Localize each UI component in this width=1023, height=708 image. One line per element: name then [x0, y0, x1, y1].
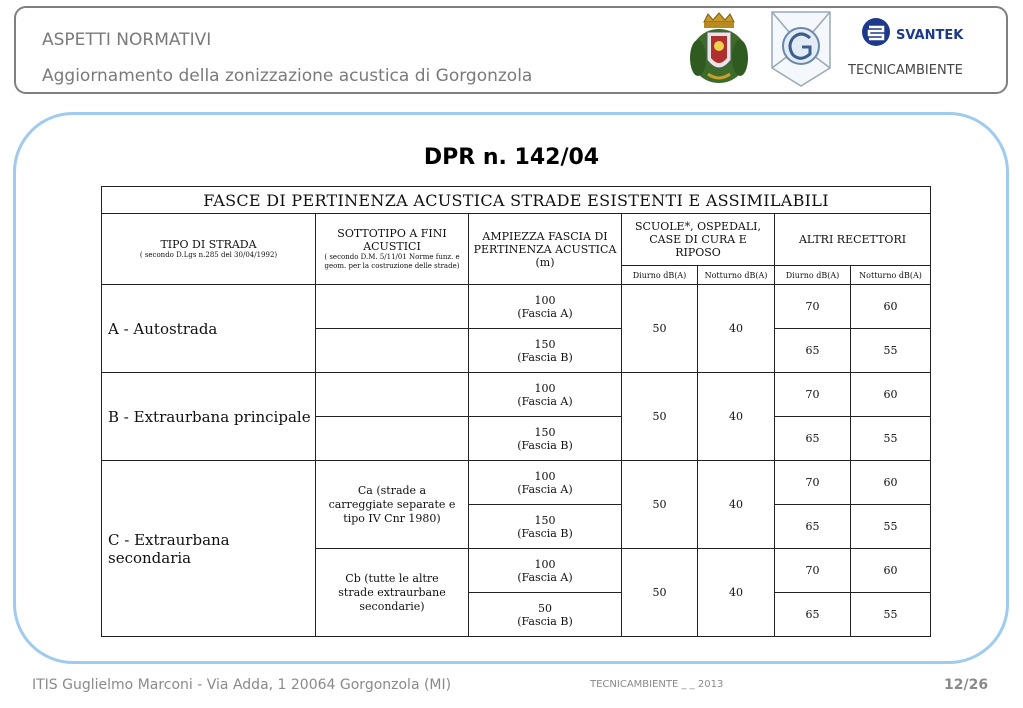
- fascia-cell: 150 (Fascia B): [469, 417, 622, 461]
- header-subtitle: Aggiornamento della zonizzazione acustica di Gorgonzola: [42, 66, 533, 86]
- schools-night-cell: 40: [698, 285, 775, 373]
- others-day-cell: 70: [775, 549, 851, 593]
- tecnicambiente-brand: TECNICAMBIENTE: [848, 63, 963, 78]
- header-road-type-note: ( secondo D.Lgs n.285 del 30/04/1992): [139, 251, 278, 259]
- subtype-cell: [316, 373, 469, 417]
- others-day-cell: 70: [775, 373, 851, 417]
- subtype-cell: [316, 285, 469, 329]
- others-night-cell: 60: [851, 549, 931, 593]
- header-title: ASPETTI NORMATIVI: [42, 30, 212, 50]
- fascia-cell: 100 (Fascia A): [469, 285, 622, 329]
- schools-day-cell: 50: [622, 549, 698, 637]
- others-night-cell: 60: [851, 373, 931, 417]
- header-others-day: Diurno dB(A): [775, 266, 851, 285]
- others-night-cell: 55: [851, 417, 931, 461]
- slide-title: DPR n. 142/04: [423, 145, 600, 170]
- road-type-cell: B - Extraurbana principale: [102, 373, 316, 461]
- schools-day-cell: 50: [622, 285, 698, 373]
- g-monogram-logo-icon: [770, 10, 832, 88]
- svantek-tecnicambiente-logo: [848, 14, 998, 82]
- header-schools-night: Notturno dB(A): [698, 266, 775, 285]
- header-width: AMPIEZZA FASCIA DI PERTINENZA ACUSTICA (m): [469, 214, 622, 285]
- fascia-cell: 100 (Fascia A): [469, 461, 622, 505]
- subtype-cell: Cb (tutte le altre strade extraurbane secondarie): [316, 549, 469, 637]
- footer-address: ITIS Guglielmo Marconi - Via Adda, 1 20064 Gorgonzola (MI): [32, 677, 452, 693]
- others-day-cell: 65: [775, 417, 851, 461]
- schools-day-cell: 50: [622, 461, 698, 549]
- fascia-cell: 100 (Fascia A): [469, 549, 622, 593]
- road-type-cell: C - Extraurbana secondaria: [102, 461, 316, 637]
- svantek-brand: SVANTEK: [896, 28, 964, 43]
- fascia-cell: 50 (Fascia B): [469, 593, 622, 637]
- schools-night-cell: 40: [698, 373, 775, 461]
- others-day-cell: 65: [775, 505, 851, 549]
- header-subtype-note: ( secondo D.M. 5/11/01 Norme funz. e geom. per la costruzione delle strade): [324, 253, 460, 270]
- municipal-crest-icon: [688, 12, 750, 86]
- others-night-cell: 60: [851, 461, 931, 505]
- schools-day-cell: 50: [622, 373, 698, 461]
- fascia-cell: 150 (Fascia B): [469, 329, 622, 373]
- table-row: [102, 461, 931, 505]
- others-day-cell: 70: [775, 285, 851, 329]
- others-night-cell: 55: [851, 593, 931, 637]
- schools-night-cell: 40: [698, 461, 775, 549]
- others-night-cell: 60: [851, 285, 931, 329]
- header-others-night: Notturno dB(A): [851, 266, 931, 285]
- table-caption: FASCE DI PERTINENZA ACUSTICA STRADE ESISTENTI E ASSIMILABILI: [102, 187, 931, 214]
- subtype-cell: [316, 329, 469, 373]
- others-night-cell: 55: [851, 505, 931, 549]
- subtype-cell: [316, 417, 469, 461]
- table-row: [102, 373, 931, 417]
- others-day-cell: 65: [775, 329, 851, 373]
- subtype-cell: Ca (strade a carreggiate separate e tipo IV Cnr 1980): [316, 461, 469, 549]
- others-night-cell: 55: [851, 329, 931, 373]
- fascia-cell: 150 (Fascia B): [469, 505, 622, 549]
- schools-night-cell: 40: [698, 549, 775, 637]
- header-road-type: [102, 214, 316, 285]
- header-road-type-label: TIPO DI STRADA: [160, 238, 257, 251]
- header-others: ALTRI RECETTORI: [775, 214, 931, 266]
- header-subtype: [316, 214, 469, 285]
- fascia-cell: 100 (Fascia A): [469, 373, 622, 417]
- others-day-cell: 70: [775, 461, 851, 505]
- table-row: [102, 285, 931, 329]
- header-schools-day: Diurno dB(A): [622, 266, 698, 285]
- road-type-cell: A - Autostrada: [102, 285, 316, 373]
- header-schools: SCUOLE*, OSPEDALI, CASE DI CURA E RIPOSO: [622, 214, 775, 266]
- header-subtype-label: SOTTOTIPO A FINI ACUSTICI: [337, 227, 447, 253]
- others-day-cell: 65: [775, 593, 851, 637]
- acoustic-bands-table: [101, 186, 931, 637]
- page-number: 12/26: [944, 677, 989, 693]
- footer-center: TECNICAMBIENTE _ _ 2013: [590, 679, 724, 690]
